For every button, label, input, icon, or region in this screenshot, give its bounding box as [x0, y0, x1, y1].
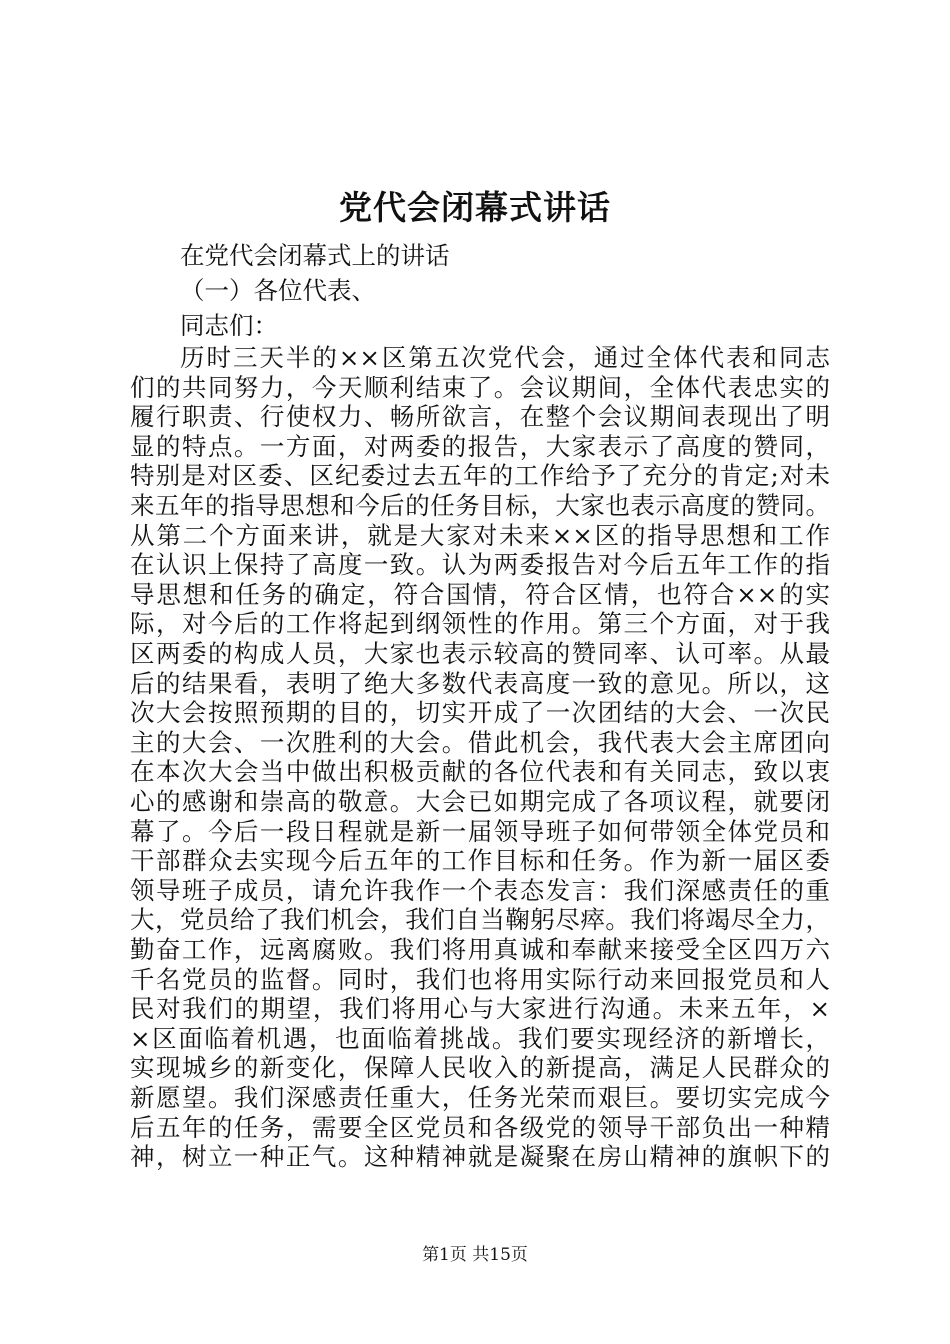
body-line: 神，树立一种正气。这种精神就是凝聚在房山精神的旗帜下的	[130, 1142, 830, 1172]
salutation: 同志们：	[180, 311, 278, 340]
subtitle: 在党代会闭幕式上的讲话	[180, 241, 450, 270]
page-footer: 第1页 共15页	[422, 1245, 528, 1265]
body-line: ×区面临着机遇，也面临着挑战。我们要实现经济的新增长，	[130, 1023, 830, 1053]
body-line: 主的大会、一次胜利的大会。借此机会，我代表大会主席团向	[130, 727, 830, 757]
body-line: 显的特点。一方面，对两委的报告，大家表示了高度的赞同，	[130, 431, 830, 461]
body-line: 从第二个方面来讲，就是大家对未来××区的指导思想和工作	[130, 520, 830, 550]
body-line: 后的结果看，表明了绝大多数代表高度一致的意见。所以，这	[130, 668, 830, 698]
body-line: 新愿望。我们深感责任重大，任务光荣而艰巨。要切实完成今	[130, 1083, 830, 1112]
body-line: 们的共同努力，今天顺利结束了。会议期间，全体代表忠实的	[130, 372, 830, 402]
body-line: 后五年的任务，需要全区党员和各级党的领导干部负出一种精	[130, 1112, 830, 1142]
body-line: 在认识上保持了高度一致。认为两委报告对今后五年工作的指	[130, 550, 830, 580]
body-line: 履行职责、行使权力、畅所欲言，在整个会议期间表现出了明	[130, 402, 830, 432]
body-line: 来五年的指导思想和今后的任务目标，大家也表示高度的赞同。	[130, 491, 830, 520]
body-line: 千名党员的监督。同时，我们也将用实际行动来回报党员和人	[130, 964, 830, 994]
body-line: 民对我们的期望，我们将用心与大家进行沟通。未来五年，×	[130, 994, 830, 1024]
body-line: 领导班子成员，请允许我作一个表态发言：我们深感责任的重	[130, 875, 830, 905]
body-line: 际，对今后的工作将起到纲领性的作用。第三个方面，对于我	[130, 609, 830, 639]
body-line: 幕了。今后一段日程就是新一届领导班子如何带领全体党员和	[130, 816, 830, 846]
body-line: 区两委的构成人员，大家也表示较高的赞同率、认可率。从最	[130, 639, 830, 668]
body-line: 实现城乡的新变化，保障人民收入的新提高，满足人民群众的	[130, 1053, 830, 1083]
body-line: 导思想和任务的确定，符合国情，符合区情，也符合××的实	[130, 579, 830, 609]
body-line: 在本次大会当中做出积极贡献的各位代表和有关同志，致以衷	[130, 757, 830, 787]
body-line: 心的感谢和崇高的敬意。大会已如期完成了各项议程，就要闭	[130, 787, 830, 816]
section-heading: （一）各位代表、	[180, 276, 376, 305]
body-line: 干部群众去实现今后五年的工作目标和任务。作为新一届区委	[130, 846, 830, 876]
body-line: 历时三天半的××区第五次党代会，通过全体代表和同志	[180, 343, 830, 372]
body-line: 特别是对区委、区纪委过去五年的工作给予了充分的肯定;对未	[130, 461, 830, 491]
body-line: 大，党员给了我们机会，我们自当鞠躬尽瘁。我们将竭尽全力，	[130, 905, 830, 935]
document-title: 党代会闭幕式讲话	[339, 188, 611, 227]
body-line: 次大会按照预期的目的，切实开成了一次团结的大会、一次民	[130, 698, 830, 728]
body-line: 勤奋工作，远离腐败。我们将用真诚和奉献来接受全区四万六	[130, 935, 830, 964]
